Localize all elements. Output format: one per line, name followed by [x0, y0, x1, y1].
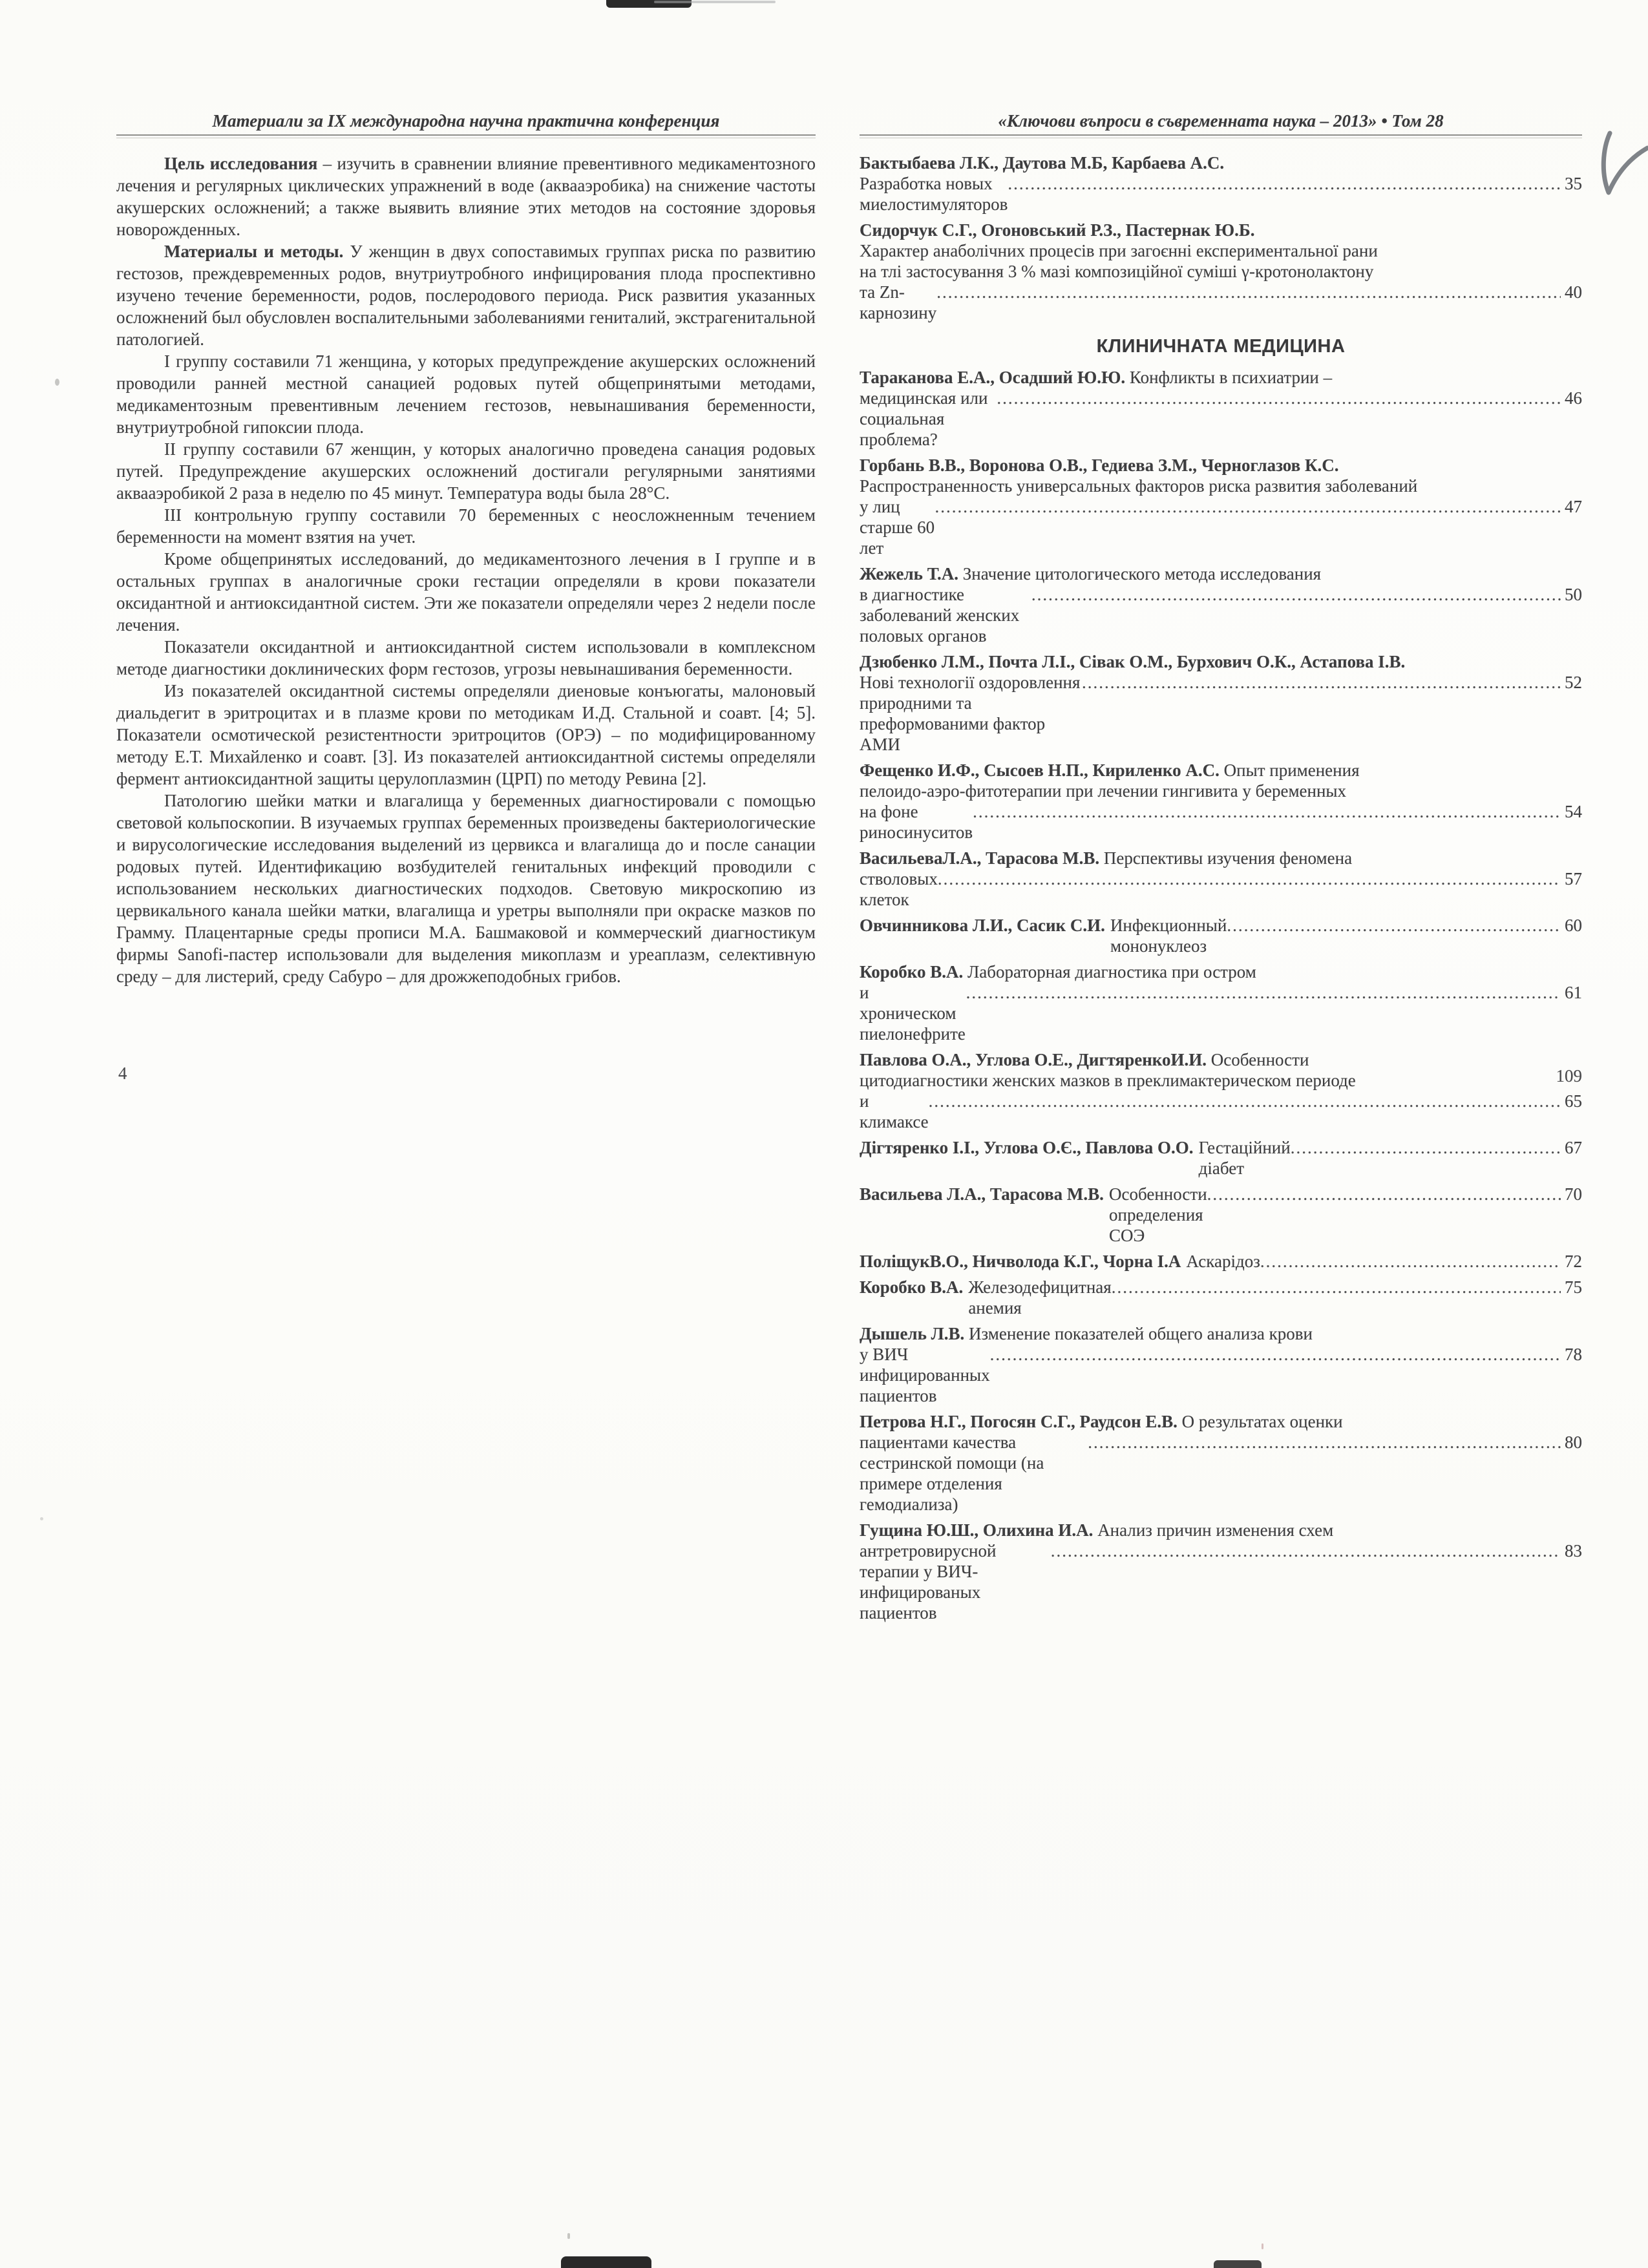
toc-dot-leader: [1051, 1540, 1561, 1561]
toc-line: [860, 1323, 1582, 1344]
toc-title-text: та Zn-карнозину: [860, 282, 937, 322]
toc-line: [860, 476, 1582, 496]
toc-authors: Тараканова Е.А., Осадший Ю.Ю.: [860, 368, 1126, 387]
toc-line: [860, 1277, 1582, 1318]
toc-title-text: на фоне риносинуситов: [860, 802, 973, 842]
toc-entry: [860, 455, 1582, 558]
toc-page-number: 46: [1565, 388, 1582, 408]
toc-entry: [860, 1049, 1582, 1132]
toc-title-text: Распространенность универсальных факторов риска развития заболеваний: [860, 476, 1418, 496]
toc-title-text: Инфекционный мононуклеоз: [1110, 916, 1227, 956]
toc-entry: [860, 1251, 1582, 1272]
paragraph-text: Показатели оксидантной и антиоксидантной систем использовали в комплексном методе диагностики доклинических форм гестозов, угрозы невынашивания беременности.: [116, 637, 816, 678]
scan-artifact: [561, 2256, 651, 2268]
paragraph-text: III контрольную группу составили 70 беременных с неосложненным течением беременности на момент взятия на учет.: [116, 505, 816, 547]
toc-entry: [860, 220, 1582, 323]
toc-dot-leader: [1291, 1137, 1561, 1158]
toc-line: [860, 496, 1582, 558]
toc-line: [860, 848, 1582, 868]
toc-line: [860, 1091, 1582, 1132]
toc-authors: Овчинникова Л.И., Сасик С.И.: [860, 916, 1105, 935]
toc-dot-leader: [1112, 1277, 1561, 1297]
scan-speck: [40, 1517, 43, 1520]
toc-authors: Коробко В.А.: [860, 1277, 964, 1297]
toc-page-number: 78: [1565, 1345, 1582, 1364]
toc-title-text: Особенности определения СОЭ: [1109, 1184, 1207, 1245]
toc-title-text: Особенности: [1207, 1050, 1309, 1069]
toc-entry: [860, 152, 1582, 215]
toc-line: [860, 961, 1582, 982]
toc-page-number: 65: [1565, 1091, 1582, 1111]
paragraph: [116, 680, 816, 790]
toc-authors: ПоліщукВ.О., Ничволода К.Г., Чорна І.А: [860, 1252, 1181, 1271]
toc-entry: [860, 1277, 1582, 1318]
toc-page-number: 67: [1565, 1138, 1582, 1157]
toc-dot-leader: [966, 982, 1561, 1003]
section-heading: КЛИНИЧНАТА МЕДИЦИНА: [1096, 336, 1346, 357]
toc-authors: Павлова О.А., Углова О.Е., ДигтяренкоИ.И.: [860, 1050, 1207, 1069]
toc-entry: [860, 760, 1582, 843]
toc-line: [860, 282, 1582, 323]
paragraph: [116, 548, 816, 636]
toc-entry: [860, 848, 1582, 910]
toc-entry: [860, 651, 1582, 755]
toc-page-number: 54: [1565, 802, 1582, 821]
handwritten-checkmark-icon: [1589, 127, 1648, 204]
toc-line: [860, 455, 1582, 476]
toc-line: [860, 1520, 1582, 1540]
toc-authors: Фещенко И.Ф., Сысоев Н.П., Кириленко А.С.: [860, 761, 1220, 780]
header-rule-left: [116, 134, 816, 138]
toc-line: [860, 1137, 1582, 1179]
toc-line: [860, 240, 1582, 261]
scan-artifact: [1214, 2260, 1262, 2268]
toc-entry: [860, 1323, 1582, 1406]
toc-authors: Сидорчук С.Г., Огоновський Р.З., Пастернак Ю.Б.: [860, 220, 1255, 240]
toc-page-number: 50: [1565, 585, 1582, 604]
header-rule-right: [860, 134, 1582, 138]
toc-line: [860, 1251, 1582, 1272]
toc-title-text: медицинская или социальная проблема?: [860, 388, 988, 449]
toc-line: [860, 651, 1582, 672]
page-left: [116, 111, 816, 987]
toc-line: [860, 982, 1582, 1044]
toc-authors: Дзюбенко Л.М., Почта Л.І., Сівак О.М., Бурхович О.К., Астапова І.В.: [860, 652, 1406, 671]
toc-title-text: Железодефицитная анемия: [968, 1277, 1112, 1318]
article-body: [116, 152, 816, 987]
page-right: [860, 111, 1582, 1628]
toc-line: [860, 388, 1582, 450]
toc-line: [860, 672, 1582, 755]
toc-authors: Коробко В.А.: [860, 962, 964, 982]
paragraph-lead: Материалы и методы.: [164, 242, 344, 261]
toc-title-text: у ВИЧ инфицированных пациентов: [860, 1345, 990, 1405]
scan-speck: [55, 379, 59, 386]
toc-page-number: 40: [1565, 282, 1582, 302]
running-header-right: «Ключови въпроси в съвременната наука – 2013» • Том 28: [998, 111, 1444, 131]
toc-title-text: Перспективы изучения феномена: [1099, 848, 1353, 868]
toc-title-text: у лиц старше 60 лет: [860, 497, 935, 558]
toc-title-text: в диагностике заболеваний женских половых органов: [860, 585, 1020, 646]
toc-list-top: [860, 152, 1582, 323]
paragraph-text: II группу составили 67 женщин, у которых аналогично проведена санация родовых путей. Предупреждение акушерских осложнений достигали регулярными занятиями аквааэробикой 2 раза в неделю по 45 минут. Температура воды была 28°С.: [116, 439, 816, 503]
toc-entry: [860, 1137, 1582, 1179]
toc-page-number: 80: [1565, 1433, 1582, 1452]
toc-dot-leader: [935, 496, 1561, 517]
toc-authors: Жежель Т.А.: [860, 564, 958, 583]
toc-line: [860, 563, 1582, 584]
toc-title-text: Изменение показателей общего анализа крови: [964, 1324, 1313, 1343]
paragraph-text: У женщин в двух сопоставимых группах риска по развитию гестозов, преждевременных родов, внутриутробного инфицирования плода проспективно изучено течение беременности, родов, послеродового периода. Риск развития указанных осложнений был обусловлен воспалительными заболеваниями гениталий, экстрагенитальной патологией.: [116, 242, 816, 349]
toc-title-text: пациентами качества сестринской помощи (на примере отделения гемодиализа): [860, 1433, 1044, 1514]
paragraph: [116, 152, 816, 240]
toc-list-section: [860, 367, 1582, 1623]
toc-line: [860, 152, 1582, 173]
toc-line: [860, 915, 1582, 956]
toc-title-text: и хроническом пиелонефрите: [860, 983, 966, 1044]
toc-dot-leader: [1088, 1432, 1561, 1453]
toc-dot-leader: [1031, 584, 1561, 605]
toc-line: [860, 1432, 1582, 1515]
toc-title-text: пелоидо-аэро-фитотерапии при лечении гингивита у беременных: [860, 781, 1347, 801]
toc-authors: Петрова Н.Г., Погосян С.Г., Раудсон Е.В.: [860, 1412, 1178, 1431]
toc-dot-leader: [1008, 173, 1561, 194]
scan-speck: [1262, 2243, 1263, 2249]
toc-line: [860, 1540, 1582, 1623]
toc-title-text: Анализ причин изменения схем: [1093, 1520, 1334, 1540]
toc-entry: [860, 961, 1582, 1044]
toc-line: [860, 1411, 1582, 1432]
toc-page-number: 70: [1565, 1184, 1582, 1204]
toc-title-text: антретровирусной терапии у ВИЧ-инфицированых пациентов: [860, 1541, 997, 1622]
toc-title-text: Лабораторная диагностика при остром: [963, 962, 1256, 982]
toc-dot-leader: [1207, 1184, 1561, 1204]
paragraph: [116, 636, 816, 680]
paragraph: [116, 504, 816, 548]
toc-line: [860, 868, 1582, 910]
paragraph-text: I группу составили 71 женщина, у которых предупреждение акушерских осложнений проводили ранней местной санацией родовых путей общепринятыми методами, медикаментозным превентивным лечением гестозов, невынашивания беременности, внутриутробной гипоксии плода.: [116, 352, 816, 437]
toc-entry: [860, 1184, 1582, 1246]
toc-title-text: Значение цитологического метода исследования: [958, 564, 1322, 583]
toc-line: [860, 261, 1582, 282]
toc-line: [860, 760, 1582, 781]
toc-entry: [860, 367, 1582, 450]
scan-speck: [567, 2233, 570, 2239]
toc-authors: Дігтяренко І.І., Углова О.Є., Павлова О.О.: [860, 1138, 1194, 1157]
toc-dot-leader: [1227, 915, 1561, 936]
paragraph: [116, 350, 816, 438]
paragraph: [116, 438, 816, 504]
toc-page-number: 83: [1565, 1541, 1582, 1560]
toc-dot-leader: [997, 388, 1561, 408]
toc-authors: ВасильеваЛ.А., Тарасова М.В.: [860, 848, 1100, 868]
toc-line: [860, 220, 1582, 240]
toc-entry: [860, 1411, 1582, 1515]
toc-title-text: и климаксе: [860, 1091, 929, 1131]
paragraph-text: Из показателей оксидантной системы определяли диеновые конъюгаты, малоновый диальдегит в эритроцитах и в плазме крови по методикам И.Д. Стальной и соавт. [4; 5]. Показатели осмотической резистентности эритроцитов (ОРЭ) – по модифицированному методу Е.Т. Михайленко и соавт. [3]. Из показателей антиоксидантной системы определяли фермент антиоксидантной защиты церулоплазмин (ЦРП) по методу Ревина [2].: [116, 681, 816, 788]
toc-line: [860, 1344, 1582, 1406]
toc-authors: Бактыбаева Л.К., Даутова М.Б, Карбаева А.С.: [860, 153, 1225, 173]
scan-artifact: [654, 1, 776, 3]
toc-page-number: 72: [1565, 1252, 1582, 1271]
toc-line: [860, 781, 1582, 801]
paragraph-text: Кроме общепринятых исследований, до медикаментозного лечения в I группе и в остальных группах в аналогичные сроки гестации определяли в крови показатели оксидантной и антиоксидантной систем. Эти же показатели определяли через 2 недели после лечения.: [116, 549, 816, 635]
scan-artifact: [606, 0, 692, 8]
toc-page-number: 61: [1565, 983, 1582, 1002]
toc-dot-leader: [973, 801, 1561, 822]
toc-page-number: 35: [1565, 174, 1582, 193]
paragraph-text: – изучить в сравнении влияние превентивного медикаментозного лечения и регулярных циклических упражнений в воде (аквааэробика) на снижение частоты акушерских осложнений; а также выявить влияние этих методов на состояние здоровья новорожденных.: [116, 154, 816, 239]
toc-dot-leader: [929, 1091, 1561, 1111]
toc-dot-leader: [936, 282, 1561, 302]
toc-dot-leader: [1082, 672, 1561, 693]
toc-title-text: цитодиагностики женских мазков в преклимактерическом периоде: [860, 1071, 1356, 1090]
toc-line: [860, 1184, 1582, 1246]
toc-page-number: 75: [1565, 1277, 1582, 1297]
toc-page-number: 57: [1565, 869, 1582, 888]
paragraph: [116, 790, 816, 987]
page-number-left: 4: [118, 1064, 127, 1083]
toc-title-text: Нові технології оздоровлення природними та преформованими фактор АМИ: [860, 673, 1081, 754]
toc-authors: Гущина Ю.Ш., Олихина И.А.: [860, 1520, 1093, 1540]
toc-authors: Дышель Л.В.: [860, 1324, 965, 1343]
running-header-left: Материали за IX международна научна практична конференция: [212, 111, 720, 131]
toc-title-text: Характер анаболічних процесів при загоєнні експериментальної рани: [860, 241, 1378, 260]
toc-dot-leader: [938, 868, 1561, 889]
toc-page-number: 52: [1565, 673, 1582, 692]
toc-authors: Васильева Л.А., Тарасова М.В.: [860, 1184, 1104, 1204]
toc-title-text: на тлі застосування 3 % мазі композиційної суміші γ-кротонолактону: [860, 262, 1374, 281]
toc-line: [860, 584, 1582, 646]
toc-line: [860, 367, 1582, 388]
toc-title-text: Гестаційний діабет: [1198, 1138, 1291, 1178]
toc-authors: Горбань В.В., Воронова О.В., Гедиева З.М., Черноглазов К.С.: [860, 456, 1339, 475]
toc-entry: [860, 563, 1582, 646]
paragraph-text: Патологию шейки матки и влагалища у беременных диагностировали с помощью световой кольпоскопии. В изучаемых группах беременных произведены бактериологические и вирусологические исследования выделений из цервикса и влагалища до и после санации родовых путей. Идентификацию возбудителей генитальных инфекций проводили с использованием нескольких диагностических подходов. Световую микроскопию из цервикального канала шейки матки, влагалища и уретры выполняли при окраске мазков по Грамму. Плацентарные среды прописи М.А. Башмаковой и коммерческий диагностикум фирмы Sanofi-пастер использовали для выделения микоплазм и уреаплазм, селективную среду – для листерий, среду Сабуро – для дрожжеподобных грибов.: [116, 791, 816, 986]
paragraph-lead: Цель исследования: [164, 154, 318, 173]
toc-line: [860, 801, 1582, 843]
toc-title-text: Опыт применения: [1219, 761, 1360, 780]
table-of-contents: [860, 152, 1582, 1623]
toc-entry: [860, 1520, 1582, 1623]
page-number-right: 109: [1556, 1066, 1582, 1086]
toc-dot-leader: [990, 1344, 1561, 1365]
toc-line: [860, 173, 1582, 215]
paragraph: [116, 240, 816, 350]
toc-page-number: 60: [1565, 916, 1582, 935]
toc-dot-leader: [1260, 1251, 1561, 1272]
toc-title-text: Аскарідоз: [1186, 1252, 1260, 1271]
toc-title-text: Конфликты в психиатрии –: [1125, 368, 1333, 387]
toc-page-number: 47: [1565, 497, 1582, 516]
toc-entry: [860, 915, 1582, 956]
toc-title-text: стволовых клеток: [860, 869, 938, 909]
toc-title-text: О результатах оценки: [1177, 1412, 1343, 1431]
toc-title-text: Разработка новых миелостимуляторов: [860, 174, 1008, 214]
